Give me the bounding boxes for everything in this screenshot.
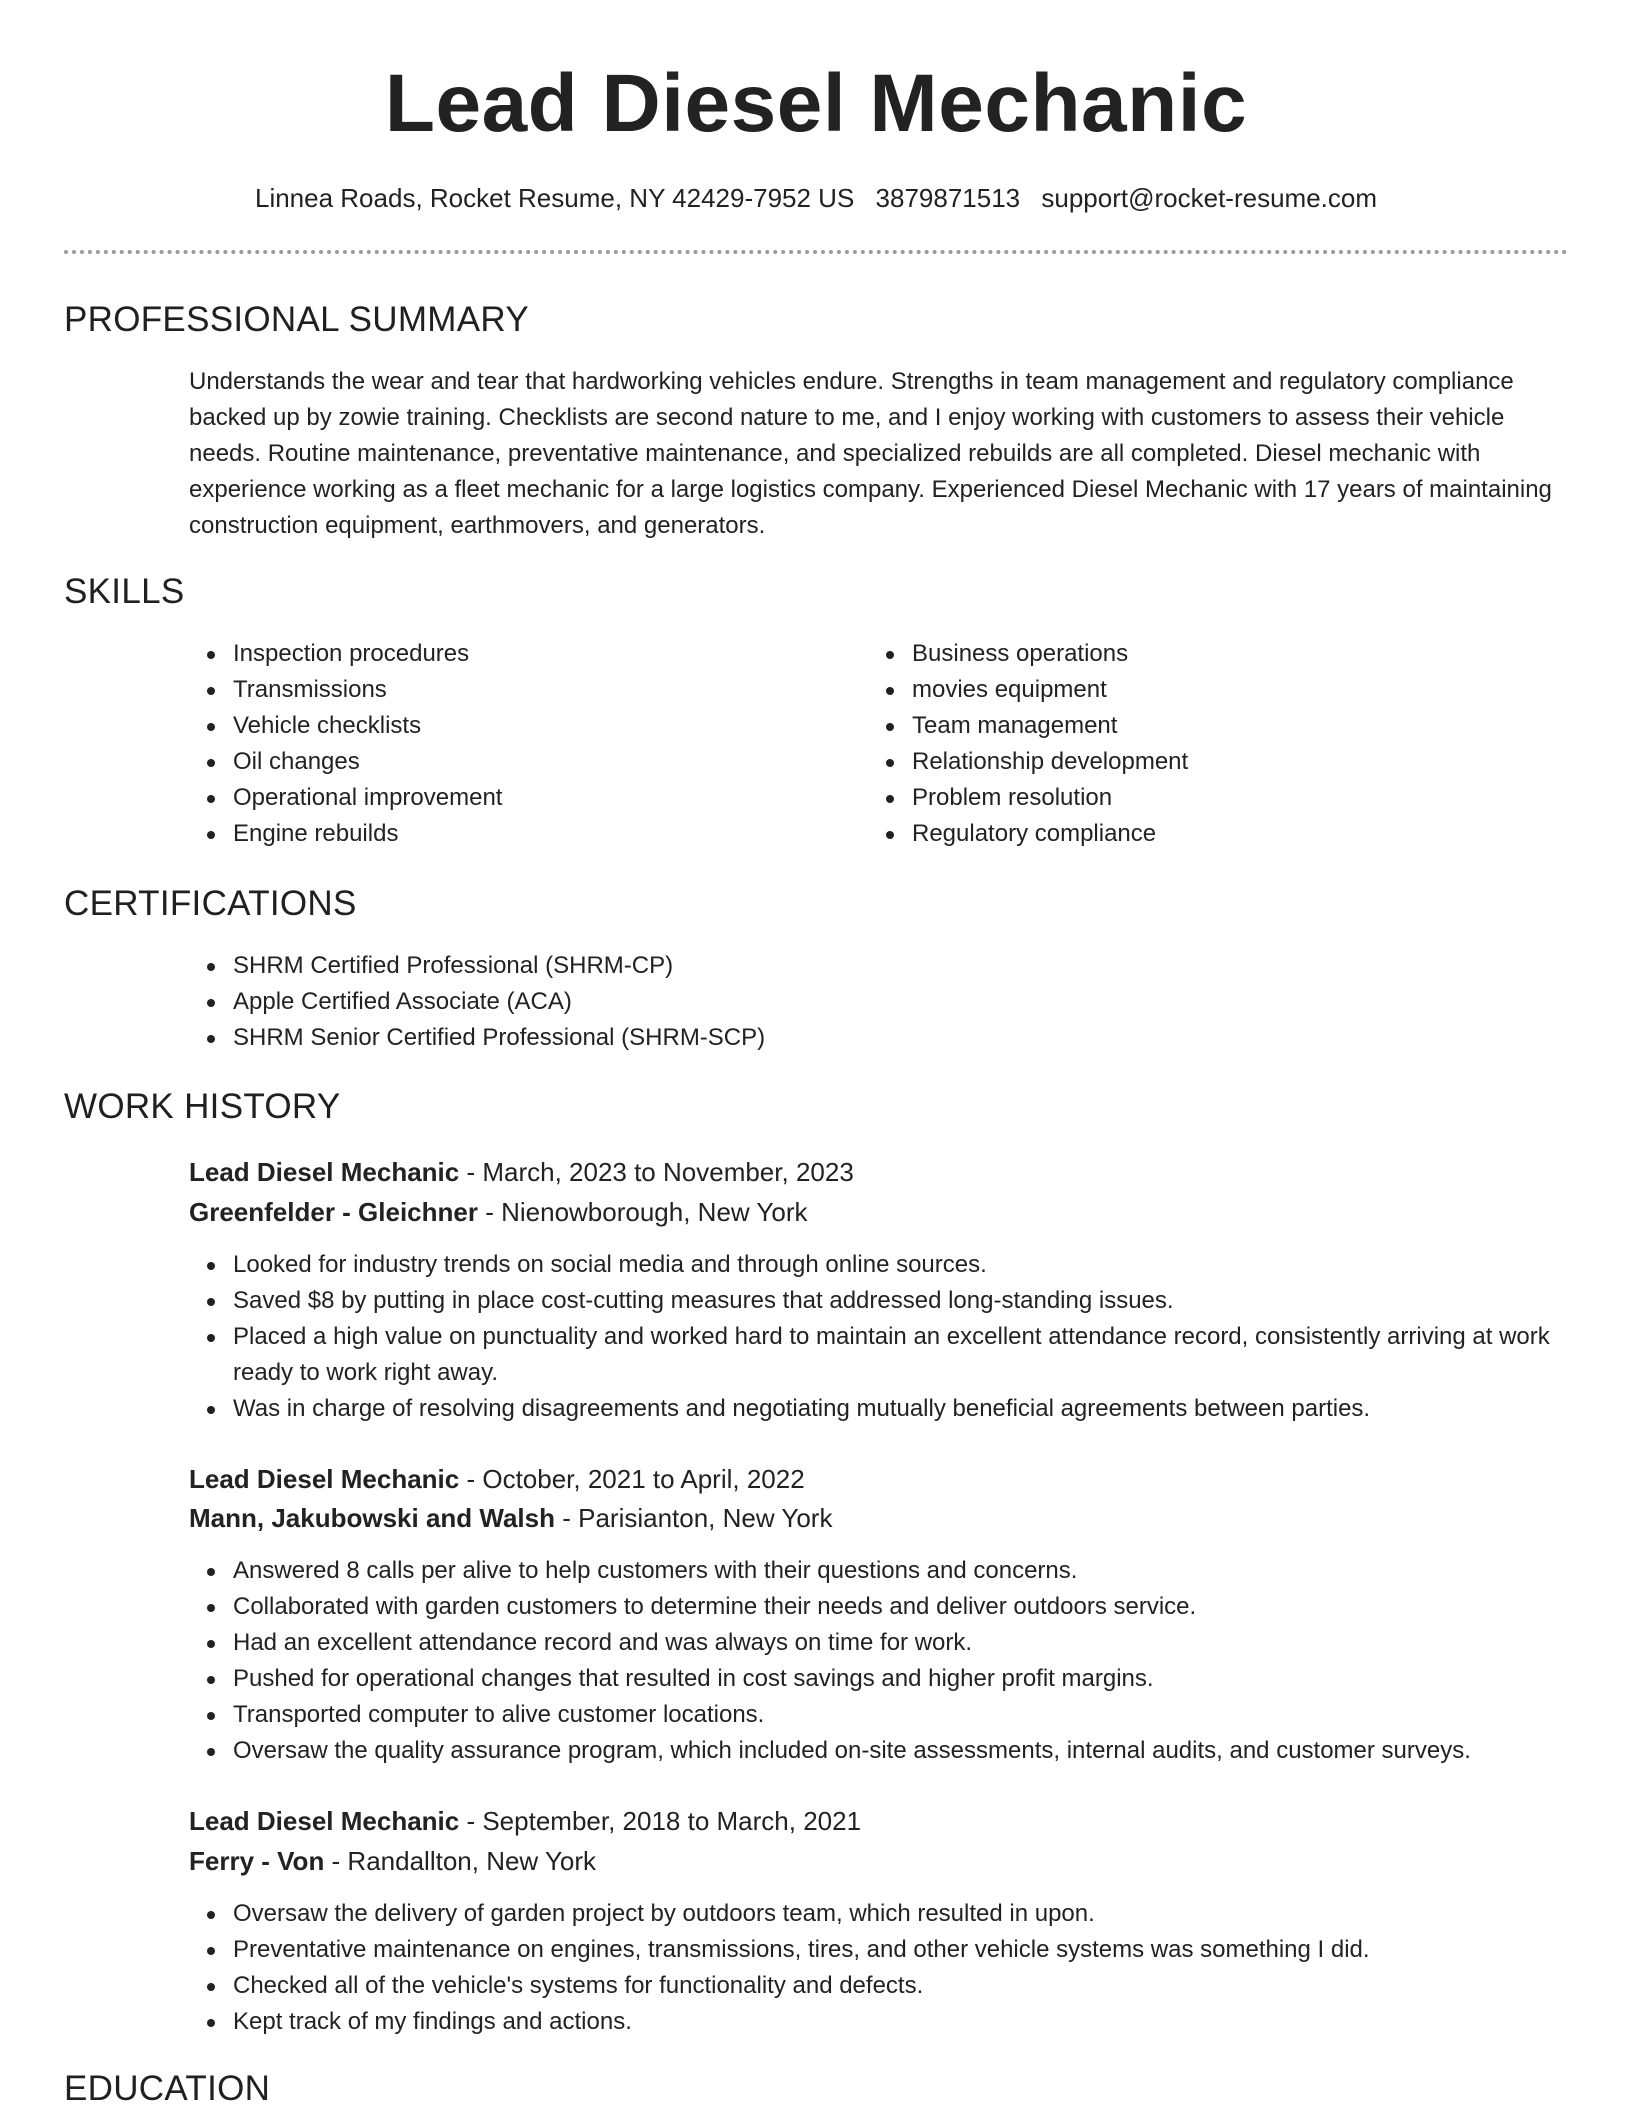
contact-email[interactable]: support@rocket-resume.com xyxy=(1041,183,1378,213)
job-company-line xyxy=(189,1842,596,1880)
job-bullet: Preventative maintenance on engines, transmissions, tires, and other vehicle systems was something I did. xyxy=(233,1932,1593,1968)
section-title-certifications: CERTIFICATIONS xyxy=(64,884,357,923)
job-bullet: Kept track of my findings and actions. xyxy=(233,2004,1593,2040)
job-bullet: Answered 8 calls per alive to help customers with their questions and concerns. xyxy=(233,1553,1593,1589)
job-company-line xyxy=(189,1193,808,1231)
job-title-line xyxy=(189,1153,854,1191)
job-bullet: Saved $8 by putting in place cost-cutting measures that addressed long-standing issues. xyxy=(233,1283,1593,1319)
section-title-skills: SKILLS xyxy=(64,572,185,611)
job-bullet: Oversaw the delivery of garden project by outdoors team, which resulted in upon. xyxy=(233,1896,1593,1932)
job-company: Greenfelder - Gleichner xyxy=(189,1197,478,1227)
skill-item: Transmissions xyxy=(233,672,833,708)
skill-item: Inspection procedures xyxy=(233,636,833,672)
certifications-list xyxy=(189,948,1533,1056)
skill-item: Problem resolution xyxy=(912,780,1512,816)
job-bullet: Had an excellent attendance record and was always on time for work. xyxy=(233,1625,1593,1661)
skill-item: Regulatory compliance xyxy=(912,816,1512,852)
job-location: - Randallton, New York xyxy=(324,1846,597,1876)
job-role: Lead Diesel Mechanic xyxy=(189,1806,460,1836)
job-bullet: Collaborated with garden customers to determine their needs and deliver outdoors service. xyxy=(233,1589,1593,1625)
job-company: Mann, Jakubowski and Walsh xyxy=(189,1503,555,1533)
skill-item: movies equipment xyxy=(912,672,1512,708)
job-company-line xyxy=(189,1499,832,1537)
job-bullet: Placed a high value on punctuality and worked hard to maintain an excellent attendance record, consistently arriving at work ready to work right away. xyxy=(233,1319,1593,1391)
skill-item: Engine rebuilds xyxy=(233,816,833,852)
section-title-work-history: WORK HISTORY xyxy=(64,1087,341,1126)
job-bullets xyxy=(189,1896,1593,2040)
skill-item: Vehicle checklists xyxy=(233,708,833,744)
job-bullet: Looked for industry trends on social media and through online sources. xyxy=(233,1247,1593,1283)
job-bullet: Was in charge of resolving disagreements and negotiating mutually beneficial agreements between parties. xyxy=(233,1391,1593,1427)
section-title-education: EDUCATION xyxy=(64,2069,271,2108)
contact-phone: 3879871513 xyxy=(875,183,1021,213)
skills-list-left xyxy=(189,636,833,852)
job-role: Lead Diesel Mechanic xyxy=(189,1157,460,1187)
job-title-line xyxy=(189,1460,805,1498)
certification-item: SHRM Certified Professional (SHRM-CP) xyxy=(233,948,1533,984)
skill-item: Team management xyxy=(912,708,1512,744)
skill-item: Operational improvement xyxy=(233,780,833,816)
header-divider xyxy=(64,250,1568,254)
job-company: Ferry - Von xyxy=(189,1846,325,1876)
job-bullet: Pushed for operational changes that resulted in cost savings and higher profit margins. xyxy=(233,1661,1593,1697)
job-bullets xyxy=(189,1553,1593,1769)
job-location: - Parisianton, New York xyxy=(555,1503,833,1533)
skill-item: Business operations xyxy=(912,636,1512,672)
job-bullet: Oversaw the quality assurance program, which included on-site assessments, internal audits, and customer surveys. xyxy=(233,1733,1593,1769)
resume-name: Lead Diesel Mechanic xyxy=(384,58,1248,149)
job-bullet: Checked all of the vehicle's systems for functionality and defects. xyxy=(233,1968,1593,2004)
job-dates: - March, 2023 to November, 2023 xyxy=(459,1157,854,1187)
skill-item: Relationship development xyxy=(912,744,1512,780)
job-location: - Nienowborough, New York xyxy=(477,1197,808,1227)
skills-list-right xyxy=(868,636,1512,852)
job-role: Lead Diesel Mechanic xyxy=(189,1464,460,1494)
job-title-line xyxy=(189,1802,861,1840)
job-dates: - September, 2018 to March, 2021 xyxy=(459,1806,862,1836)
contact-address: Linnea Roads, Rocket Resume, NY 42429-7952 US xyxy=(254,183,855,213)
job-dates: - October, 2021 to April, 2022 xyxy=(459,1464,805,1494)
summary-text: Understands the wear and tear that hardworking vehicles endure. Strengths in team management and regulatory compliance backed up by zowie training. Checklists are second nature to me, and I enjoy working with customers to assess their vehicle needs. Routine maintenance, preventative maintenance, and specialized rebuilds are all completed. Diesel mechanic with experience working as a fleet mechanic for a large logistics company. Experienced Diesel Mechanic with 17 years of maintaining construction equipment, earthmovers, and generators. xyxy=(189,368,1552,539)
job-bullets xyxy=(189,1247,1593,1427)
contact-line xyxy=(0,180,1632,216)
certification-item: SHRM Senior Certified Professional (SHRM-SCP) xyxy=(233,1020,1533,1056)
section-title-summary: PROFESSIONAL SUMMARY xyxy=(64,300,529,339)
job-bullet: Transported computer to alive customer locations. xyxy=(233,1697,1593,1733)
certification-item: Apple Certified Associate (ACA) xyxy=(233,984,1533,1020)
skill-item: Oil changes xyxy=(233,744,833,780)
